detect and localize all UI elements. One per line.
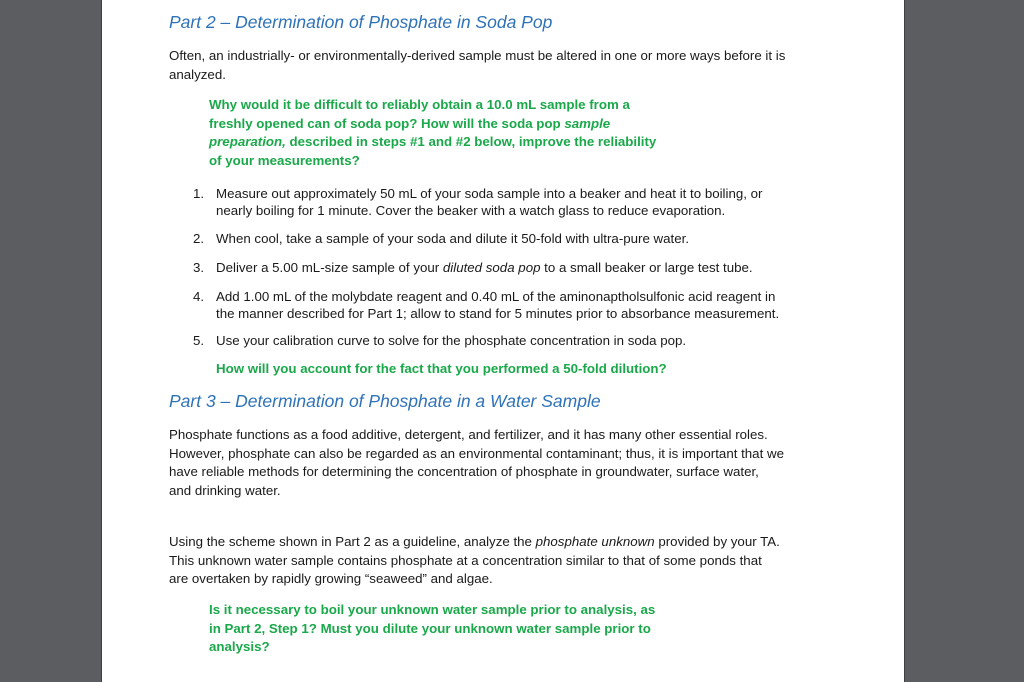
step-number: 3. (193, 260, 205, 275)
part2-heading: Part 2 – Determination of Phosphate in Soda Pop (169, 12, 553, 32)
part2-intro-paragraph (169, 47, 859, 84)
part3-intro-paragraph (169, 426, 859, 501)
step-line: Measure out approximately 50 mL of your soda sample into a beaker and heat it to boiling, or (216, 186, 763, 201)
step-text (216, 186, 762, 219)
paragraph-line: However, phosphate can also be regarded as an environmental contaminant; thus, it is important that we (169, 445, 784, 461)
step-line: nearly boiling for 1 minute. Cover the beaker with a watch glass to reduce evaporation. (216, 202, 726, 218)
question-line (209, 115, 656, 134)
paragraph-line: Often, an industrially- or environmentally-derived sample must be altered in one or more ways before it is (169, 48, 786, 63)
part3-question-boil-dilute (209, 601, 655, 657)
paragraph-text: provided by your TA. (654, 534, 780, 549)
paragraph-line: analyzed. (169, 66, 226, 82)
step-line (216, 260, 753, 277)
step-emphasis: diluted soda pop (442, 260, 541, 275)
step-line: the manner described for Part 1; allow to stand for 5 minutes prior to absorbance measurement. (216, 305, 780, 321)
question-emphasis: preparation, (209, 134, 286, 150)
paragraph-text: Using the scheme shown in Part 2 as a guideline, analyze the (169, 534, 536, 549)
question-line: of your measurements? (209, 153, 360, 169)
question-line: Is it necessary to boil your unknown water sample prior to analysis, as (209, 602, 656, 617)
step-line: When cool, take a sample of your soda and dilute it 50-fold with ultra-pure water. (216, 231, 690, 246)
step-text (216, 289, 779, 322)
paragraph-emphasis: phosphate unknown (535, 534, 655, 549)
part3-instructions-paragraph (169, 533, 859, 589)
step-text (216, 231, 689, 248)
paragraph-line: have reliable methods for determining the concentration of phosphate in groundwater, surface water, (169, 464, 759, 480)
step-number: 1. (193, 186, 205, 201)
paragraph-line: are overtaken by rapidly growing “seaweed” and algae. (169, 571, 493, 587)
question-text: described in steps #1 and #2 below, improve the reliability (285, 134, 657, 150)
part2-question-dilution (216, 360, 667, 379)
paragraph-line: and drinking water. (169, 483, 281, 499)
question-line: How will you account for the fact that you performed a 50-fold dilution? (216, 361, 667, 376)
question-line: in Part 2, Step 1? Must you dilute your unknown water sample prior to (209, 620, 651, 636)
step-line: Add 1.00 mL of the molybdate reagent and 0.40 mL of the aminonaptholsulfonic acid reagent in (216, 289, 776, 304)
document-page (101, 0, 905, 682)
step-text-part: to a small beaker or large test tube. (540, 260, 753, 275)
step-number: 4. (193, 289, 205, 304)
question-line (209, 133, 656, 152)
step-number: 5. (193, 333, 205, 348)
paragraph-line: Phosphate functions as a food additive, detergent, and fertilizer, and it has many other essential roles. (169, 427, 768, 442)
step-number: 2. (193, 231, 205, 246)
step-line: Use your calibration curve to solve for the phosphate concentration in soda pop. (216, 333, 687, 348)
paragraph-line (169, 533, 859, 552)
part2-question-sample-reliability (209, 96, 656, 171)
question-line: analysis? (209, 639, 270, 655)
paragraph-line: This unknown water sample contains phosphate at a concentration similar to that of some ponds that (169, 552, 762, 568)
step-text (216, 333, 686, 350)
question-text: freshly opened can of soda pop? How will the soda pop (209, 115, 565, 131)
step-text (216, 260, 753, 277)
step-text-part: Deliver a 5.00 mL-size sample of your (216, 260, 443, 275)
question-emphasis: sample (564, 115, 611, 131)
question-line: Why would it be difficult to reliably obtain a 10.0 mL sample from a (209, 97, 630, 112)
part3-heading: Part 3 – Determination of Phosphate in a Water Sample (169, 391, 601, 411)
